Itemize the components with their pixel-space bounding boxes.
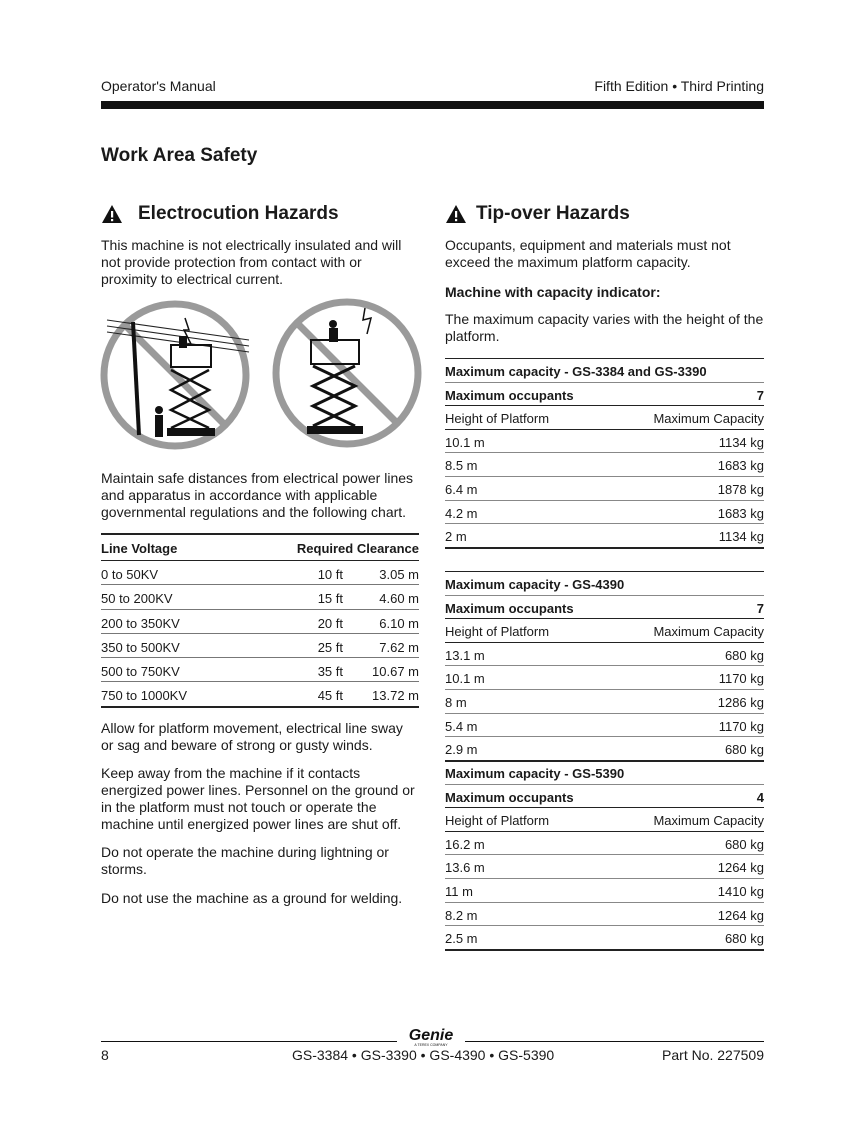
capacity-table-gs4390 — [445, 571, 764, 762]
electrocution-prohibited-illustration-2 — [271, 298, 423, 448]
capacity-table-gs3384-gs3390 — [445, 358, 764, 549]
clearance-m-cell: 13.72 m — [372, 688, 419, 704]
table-row — [445, 501, 764, 525]
max-occupants-row — [445, 383, 764, 407]
capacity-cell: 680 kg — [724, 836, 764, 852]
page-number: 8 — [101, 1047, 109, 1063]
table-row — [445, 524, 764, 549]
table-row — [445, 879, 764, 903]
platform-movement-paragraph: Allow for platform movement, electrical line sway or sag and beware of strong or gusty winds. — [101, 720, 403, 753]
clearance-ft-cell: 25 ft — [317, 639, 343, 655]
table-row — [445, 926, 764, 951]
table-row — [445, 903, 764, 927]
table-row — [445, 690, 764, 714]
capacity-table-title — [445, 571, 764, 596]
capacity-cell: 1683 kg — [717, 505, 764, 521]
height-cell: 10.1 m — [445, 434, 485, 450]
clearance-m-cell: 10.67 m — [372, 664, 419, 680]
tipover-intro: Occupants, equipment and materials must not exceed the maximum platform capacity. — [445, 237, 731, 270]
voltage-cell: 500 to 750KV — [101, 664, 180, 680]
capacity-cell: 680 kg — [724, 647, 764, 663]
capacity-column-header — [445, 619, 764, 643]
clearance-ft-cell: 45 ft — [317, 688, 343, 704]
capacity-table-title — [445, 358, 764, 383]
capacity-table-gs5390 — [445, 761, 764, 951]
lightning-paragraph: Do not operate the machine during lightning or storms. — [101, 844, 389, 877]
table-row — [101, 561, 419, 585]
warning-icon — [445, 204, 467, 224]
capacity-cell: 1878 kg — [717, 481, 764, 497]
table-row — [445, 666, 764, 690]
table-row — [101, 634, 419, 658]
table-row — [445, 477, 764, 501]
col-capacity: Maximum Capacity — [653, 624, 764, 640]
clearance-ft-cell: 35 ft — [317, 664, 343, 680]
height-cell: 2.9 m — [445, 742, 478, 758]
table-row — [445, 430, 764, 454]
height-cell: 2 m — [445, 529, 467, 545]
capacity-cell: 1683 kg — [717, 458, 764, 474]
table-row — [445, 643, 764, 667]
voltage-cell: 0 to 50KV — [101, 567, 159, 582]
capacity-cell: 1410 kg — [717, 883, 764, 899]
height-cell: 13.1 m — [445, 647, 485, 663]
footer-models: GS-3384 • GS-3390 • GS-4390 • GS-5390 — [292, 1047, 555, 1063]
height-cell: 16.2 m — [445, 836, 485, 852]
capacity-column-header — [445, 808, 764, 832]
height-cell: 8.2 m — [445, 907, 478, 923]
capacity-cell: 1286 kg — [717, 694, 764, 710]
clearance-table — [101, 533, 419, 708]
table-row — [101, 610, 419, 634]
table-row — [445, 714, 764, 738]
col-capacity: Maximum Capacity — [653, 813, 764, 829]
height-cell: 13.6 m — [445, 860, 485, 876]
safe-distance-paragraph: Maintain safe distances from electrical power lines and apparatus in accordance with applicable governmental regulations and the following chart. — [101, 470, 414, 520]
height-cell: 6.4 m — [445, 481, 478, 497]
warning-icon — [101, 204, 123, 224]
height-cell: 5.4 m — [445, 718, 478, 734]
capacity-cell: 1264 kg — [717, 907, 764, 923]
max-occupants-row — [445, 596, 764, 620]
height-cell: 4.2 m — [445, 505, 478, 521]
clearance-ft-cell: 20 ft — [317, 615, 343, 631]
clearance-table-header — [101, 533, 419, 561]
clearance-ft-cell: 15 ft — [317, 591, 343, 607]
electrocution-intro: This machine is not electrically insulated and will not provide protection from contact with or proximity to electrical current. — [101, 237, 402, 287]
capacity-cell: 1134 kg — [718, 529, 764, 545]
genie-logo — [401, 1025, 461, 1047]
clearance-m-cell: 4.60 m — [379, 591, 419, 607]
capacity-cell: 1170 kg — [718, 671, 764, 687]
col-capacity: Maximum Capacity — [653, 411, 764, 427]
col-height: Height of Platform — [445, 411, 550, 427]
height-cell: 8 m — [445, 694, 467, 710]
tipover-heading — [445, 203, 630, 225]
keep-away-paragraph: Keep away from the machine if it contacts energized power lines. Personnel on the ground or in the platform must not touch or operate the machine until energized power lines are shut off. — [101, 765, 415, 832]
height-cell: 2.5 m — [445, 931, 478, 947]
clearance-ft-cell: 10 ft — [317, 567, 343, 582]
height-cell: 8.5 m — [445, 458, 478, 474]
footer-rule-left — [101, 1041, 397, 1042]
voltage-cell: 350 to 500KV — [101, 639, 180, 655]
voltage-cell: 50 to 200KV — [101, 591, 173, 607]
max-occupants-value: 7 — [756, 387, 764, 403]
clearance-m-cell: 6.10 m — [379, 615, 419, 631]
max-occupants-row — [445, 785, 764, 809]
max-occupants-label: Maximum occupants — [445, 600, 574, 616]
clearance-m-cell: 7.62 m — [379, 639, 419, 655]
capacity-column-header — [445, 406, 764, 430]
table-row — [445, 832, 764, 856]
table-row — [445, 737, 764, 762]
capacity-cell: 680 kg — [724, 931, 764, 947]
welding-paragraph: Do not use the machine as a ground for welding. — [101, 890, 403, 906]
capacity-cell: 1170 kg — [718, 718, 764, 734]
capacity-indicator-subhead: Machine with capacity indicator: — [445, 284, 661, 300]
electrocution-prohibited-illustration-1 — [99, 300, 251, 450]
capacity-table-title-text: Maximum capacity - GS-5390 — [445, 766, 625, 781]
capacity-table-title — [445, 761, 764, 785]
max-occupants-value: 4 — [756, 789, 764, 805]
capacity-table-title-text: Maximum capacity - GS-4390 — [445, 577, 625, 592]
electrocution-heading — [101, 203, 339, 225]
page-title: Work Area Safety — [101, 145, 258, 166]
capacity-table-title-text: Maximum capacity - GS-3384 and GS-3390 — [445, 364, 707, 379]
table-row — [445, 855, 764, 879]
logo-subtext: A TEREX COMPANY — [414, 1043, 448, 1047]
max-occupants-value: 7 — [756, 600, 764, 616]
col-height: Height of Platform — [445, 624, 550, 640]
clearance-m-cell: 3.05 m — [379, 567, 419, 582]
table-row — [445, 453, 764, 477]
header-edition: Fifth Edition • Third Printing — [594, 78, 764, 94]
footer-rule-right — [465, 1041, 764, 1042]
voltage-cell: 750 to 1000KV — [101, 688, 188, 704]
footer-part-number: Part No. 227509 — [662, 1047, 764, 1063]
col-line-voltage: Line Voltage — [101, 541, 178, 556]
tipover-title: Tip-over Hazards — [476, 203, 630, 224]
table-row — [101, 658, 419, 682]
capacity-cell: 1134 kg — [718, 434, 764, 450]
col-required-clearance: Required Clearance — [296, 541, 419, 556]
max-occupants-label: Maximum occupants — [445, 789, 574, 805]
height-cell: 10.1 m — [445, 671, 485, 687]
capacity-varies-paragraph: The maximum capacity varies with the height of the platform. — [445, 311, 764, 344]
max-occupants-label: Maximum occupants — [445, 387, 574, 403]
electrocution-title: Electrocution Hazards — [138, 203, 339, 224]
capacity-cell: 1264 kg — [717, 860, 764, 876]
table-row — [101, 682, 419, 707]
header-rule — [101, 101, 764, 109]
logo-text: Genie — [408, 1027, 454, 1044]
voltage-cell: 200 to 350KV — [101, 615, 180, 631]
capacity-cell: 680 kg — [724, 742, 764, 758]
header-manual-title: Operator's Manual — [101, 78, 216, 94]
height-cell: 11 m — [445, 883, 473, 899]
table-row — [101, 585, 419, 609]
col-height: Height of Platform — [445, 813, 550, 829]
